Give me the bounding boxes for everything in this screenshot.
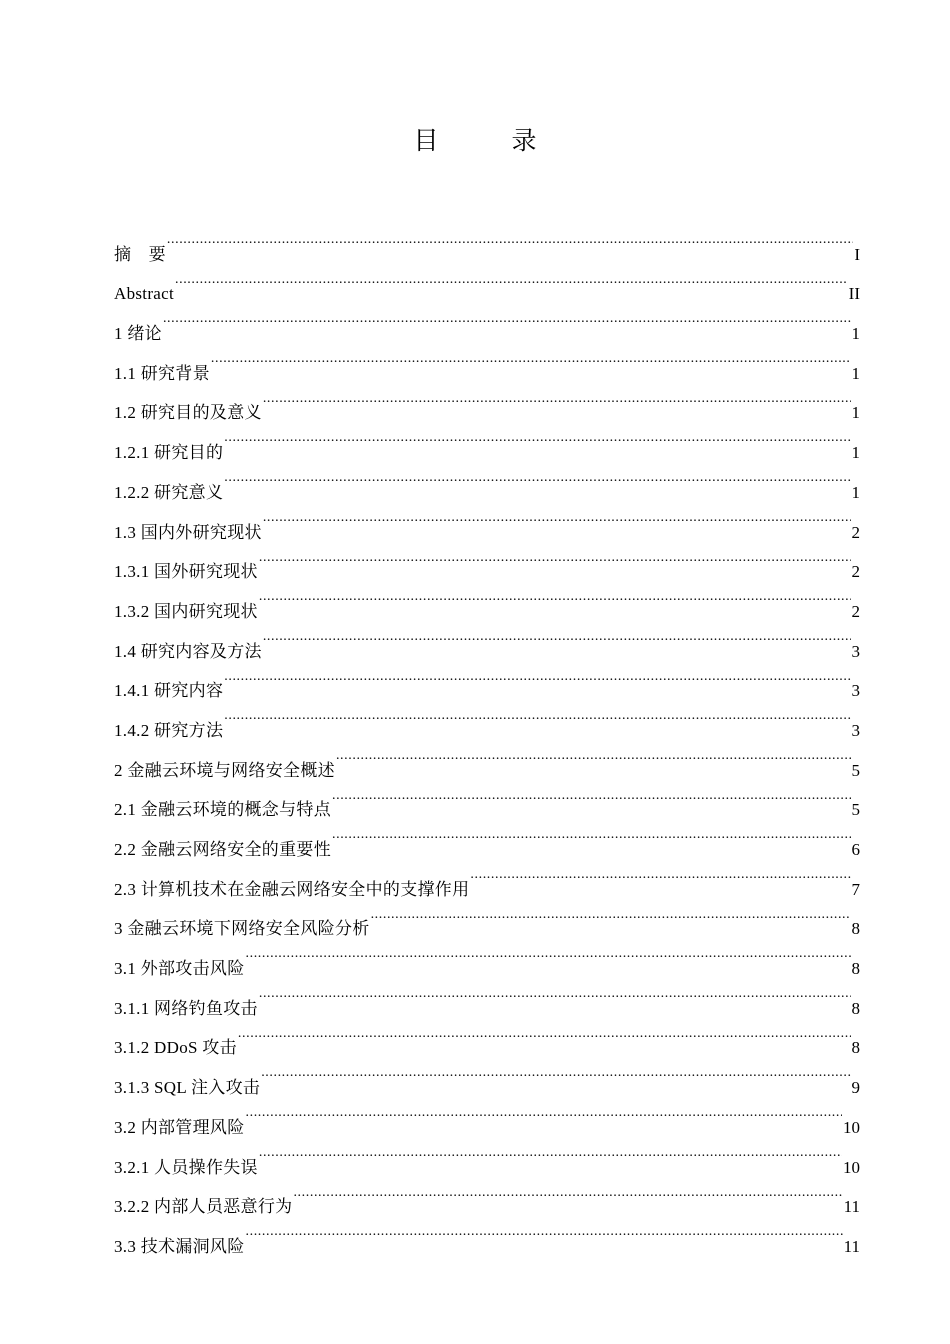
toc-entry-label: 1 绪论 xyxy=(114,324,162,344)
toc-dot-leader xyxy=(163,299,851,339)
toc-entry-label: 1.4.1 研究内容 xyxy=(114,681,224,701)
toc-entry-5[interactable] xyxy=(114,379,860,423)
toc-entry-label: 3.1.1 网络钓鱼攻击 xyxy=(114,998,258,1018)
toc-entry-label: 2.2 金融云网络安全的重要性 xyxy=(114,840,331,859)
toc-entry-page: 3 xyxy=(851,681,860,701)
toc-entry-3[interactable] xyxy=(114,299,860,344)
toc-entry-label: 1.4.2 研究方法 xyxy=(114,720,224,740)
toc-entry-page: 11 xyxy=(843,1236,860,1256)
toc-entry-6[interactable] xyxy=(114,418,860,463)
toc-entry-label: 3.1.2 DDoS 攻击 xyxy=(114,1038,237,1058)
toc-entry-page: 7 xyxy=(851,879,860,899)
toc-entry-label: 3.1.3 SQL 注入攻击 xyxy=(114,1078,261,1098)
toc-dot-leader xyxy=(293,1173,842,1213)
toc-entry-12[interactable] xyxy=(114,657,860,701)
toc-entry-page: 1 xyxy=(851,443,860,463)
toc-dot-leader xyxy=(261,1053,850,1093)
toc-dot-leader xyxy=(224,458,850,498)
toc-dot-leader xyxy=(332,815,851,855)
toc-entry-1[interactable] xyxy=(114,220,860,264)
toc-entry-4[interactable] xyxy=(114,339,860,383)
toc-dot-leader xyxy=(224,696,850,736)
toc-entry-page: 1 xyxy=(851,403,860,423)
toc-entry-label: Abstract xyxy=(114,284,174,304)
toc-entry-label: 1.2 研究目的及意义 xyxy=(114,403,262,423)
table-of-contents xyxy=(114,220,860,1256)
toc-entry-label: 摘 要 xyxy=(114,244,166,264)
toc-entry-label: 3.2 内部管理风险 xyxy=(114,1117,245,1137)
toc-dot-leader xyxy=(175,260,848,300)
toc-entry-label: 3.2.2 内部人员恶意行为 xyxy=(114,1197,293,1217)
toc-entry-page: 5 xyxy=(851,800,860,820)
toc-entry-page: 6 xyxy=(851,840,860,859)
toc-dot-leader xyxy=(224,418,850,458)
toc-dot-leader xyxy=(263,617,851,657)
toc-dot-leader xyxy=(332,776,851,816)
toc-dot-leader xyxy=(246,1093,843,1133)
toc-dot-leader xyxy=(211,339,851,379)
toc-entry-label: 2 金融云环境与网络安全概述 xyxy=(114,760,335,780)
toc-entry-page: 2 xyxy=(851,562,860,582)
toc-entry-page: 2 xyxy=(851,601,860,621)
toc-entry-page: 5 xyxy=(851,760,860,780)
toc-dot-leader xyxy=(470,855,850,895)
toc-entry-page: 1 xyxy=(851,363,860,383)
toc-entry-page: I xyxy=(854,244,860,264)
toc-dot-leader xyxy=(263,379,851,419)
toc-dot-leader xyxy=(259,1133,842,1173)
toc-dot-leader xyxy=(246,1212,843,1252)
toc-entry-page: 3 xyxy=(851,641,860,661)
toc-dot-leader xyxy=(259,974,851,1014)
toc-entry-8[interactable] xyxy=(114,498,860,542)
toc-entry-13[interactable] xyxy=(114,696,860,740)
toc-entry-7[interactable] xyxy=(114,458,860,502)
toc-entry-label: 1.3 国内外研究现状 xyxy=(114,522,262,542)
toc-dot-leader xyxy=(336,736,851,776)
toc-dot-leader xyxy=(224,657,850,697)
toc-entry-page: 2 xyxy=(851,522,860,542)
toc-entry-page: 8 xyxy=(851,919,860,939)
toc-dot-leader xyxy=(371,895,851,935)
toc-entry-label: 2.3 计算机技术在金融云网络安全中的支撑作用 xyxy=(114,879,470,899)
toc-entry-label: 1.2.2 研究意义 xyxy=(114,482,224,502)
toc-entry-label: 3 金融云环境下网络安全风险分析 xyxy=(114,919,370,939)
toc-dot-leader xyxy=(259,577,851,617)
toc-entry-2[interactable] xyxy=(114,260,860,304)
toc-entry-label: 3.1 外部攻击风险 xyxy=(114,959,245,979)
toc-entry-page: 9 xyxy=(851,1078,860,1098)
toc-dot-leader xyxy=(259,538,851,578)
toc-entry-page: 8 xyxy=(851,959,860,979)
toc-entry-page: 11 xyxy=(843,1197,860,1217)
toc-entry-label: 3.2.1 人员操作失误 xyxy=(114,1157,258,1177)
toc-dot-leader xyxy=(238,1014,851,1054)
toc-entry-label: 3.3 技术漏洞风险 xyxy=(114,1236,245,1256)
toc-entry-page: 1 xyxy=(851,482,860,502)
toc-entry-14[interactable] xyxy=(114,736,860,780)
toc-entry-page: II xyxy=(848,284,860,304)
toc-entry-label: 1.4 研究内容及方法 xyxy=(114,641,262,661)
toc-entry-page: 8 xyxy=(851,998,860,1018)
toc-dot-leader xyxy=(263,498,851,538)
toc-entry-label: 1.1 研究背景 xyxy=(114,363,210,383)
toc-dot-leader xyxy=(246,934,851,974)
toc-entry-page: 3 xyxy=(851,720,860,740)
toc-entry-page: 1 xyxy=(851,324,860,344)
toc-entry-label: 1.3.2 国内研究现状 xyxy=(114,601,258,621)
toc-entry-label: 1.3.1 国外研究现状 xyxy=(114,562,258,582)
toc-dot-leader xyxy=(167,220,853,260)
toc-entry-label: 1.2.1 研究目的 xyxy=(114,443,224,463)
toc-entry-label: 2.1 金融云环境的概念与特点 xyxy=(114,800,331,820)
page-title: 目 录 xyxy=(413,126,561,155)
toc-entry-page: 10 xyxy=(843,1157,860,1177)
toc-entry-page: 10 xyxy=(843,1117,860,1137)
toc-entry-page: 8 xyxy=(851,1038,860,1058)
